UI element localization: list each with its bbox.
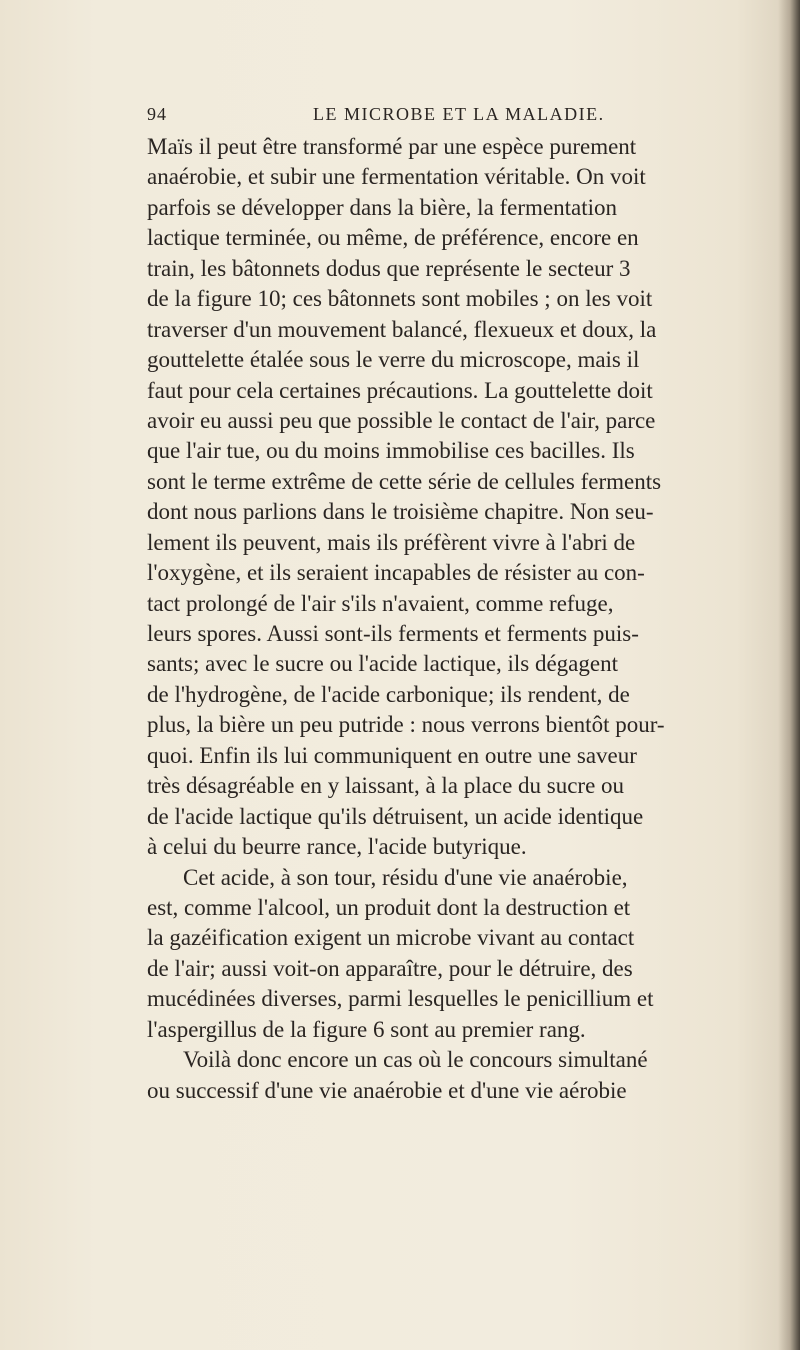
text-line: ou successif d'une vie anaérobie et d'une vie aérobie: [147, 1077, 627, 1103]
text-line: anaérobie, et subir une fermentation véritable. On voit: [147, 164, 646, 190]
text-line: lement ils peuvent, mais ils préfèrent vivre à l'abri de: [147, 529, 636, 555]
text-line: lactique terminée, ou même, de préférence, encore en: [147, 225, 639, 251]
text-line: la gazéification exigent un microbe vivant au contact: [147, 925, 635, 951]
text-line: sants; avec le sucre ou l'acide lactique, ils dégagent: [147, 651, 618, 677]
text-line: plus, la bière un peu putride : nous verrons bientôt pour-: [147, 712, 665, 738]
text-line: est, comme l'alcool, un produit dont la destruction et: [147, 894, 631, 920]
text-line: traverser d'un mouvement balancé, flexueux et doux, la: [147, 316, 657, 342]
text-line: tact prolongé de l'air s'ils n'avaient, comme refuge,: [147, 590, 614, 616]
text-line: leurs spores. Aussi sont-ils ferments et ferments puis-: [147, 621, 639, 646]
text-line: sont le terme extrême de cette série de cellules ferments: [147, 468, 662, 494]
text-line: de la figure 10; ces bâtonnets sont mobiles ; on les voit: [147, 286, 653, 312]
text-line: l'oxygène, et ils seraient incapables de résister au con-: [147, 560, 645, 586]
page-number: 94: [147, 104, 167, 124]
text-line: de l'acide lactique qu'ils détruisent, un acide identique: [147, 803, 644, 829]
text-line: de l'hydrogène, de l'acide carbonique; ils rendent, de: [147, 681, 630, 707]
text-line: gouttelette étalée sous le verre du microscope, mais il: [147, 347, 640, 373]
text-line: Voilà donc encore un cas où le concours simultané: [183, 1047, 648, 1073]
text-line: mucédinées diverses, parmi lesquelles le penicillium et: [147, 986, 654, 1012]
text-line: faut pour cela certaines précautions. La gouttelette doit: [147, 377, 653, 403]
body-text: [147, 132, 795, 1106]
text-line: Maïs il peut être transformé par une espèce purement: [147, 134, 637, 159]
text-line: train, les bâtonnets dodus que représente le secteur 3: [147, 255, 631, 281]
text-line: avoir eu aussi peu que possible le contact de l'air, parce: [147, 407, 656, 433]
text-line: parfois se développer dans la bière, la fermentation: [147, 194, 618, 220]
text-line: très désagréable en y laissant, à la place du sucre ou: [147, 773, 625, 799]
text-line: Cet acide, à son tour, résidu d'une vie anaérobie,: [183, 864, 628, 890]
text-line: dont nous parlions dans le troisième chapitre. Non seu-: [147, 499, 654, 525]
running-title: LE MICROBE ET LA MALADIE.: [313, 104, 605, 124]
text-line: quoi. Enfin ils lui communiquent en outre une saveur: [147, 742, 637, 768]
running-head: [147, 104, 787, 134]
text-line: l'aspergillus de la figure 6 sont au premier rang.: [147, 1016, 586, 1042]
text-line: à celui du beurre rance, l'acide butyrique.: [147, 834, 527, 860]
text-line: que l'air tue, ou du moins immobilise ces bacilles. Ils: [147, 438, 635, 464]
text-line: de l'air; aussi voit-on apparaître, pour le détruire, des: [147, 955, 633, 981]
